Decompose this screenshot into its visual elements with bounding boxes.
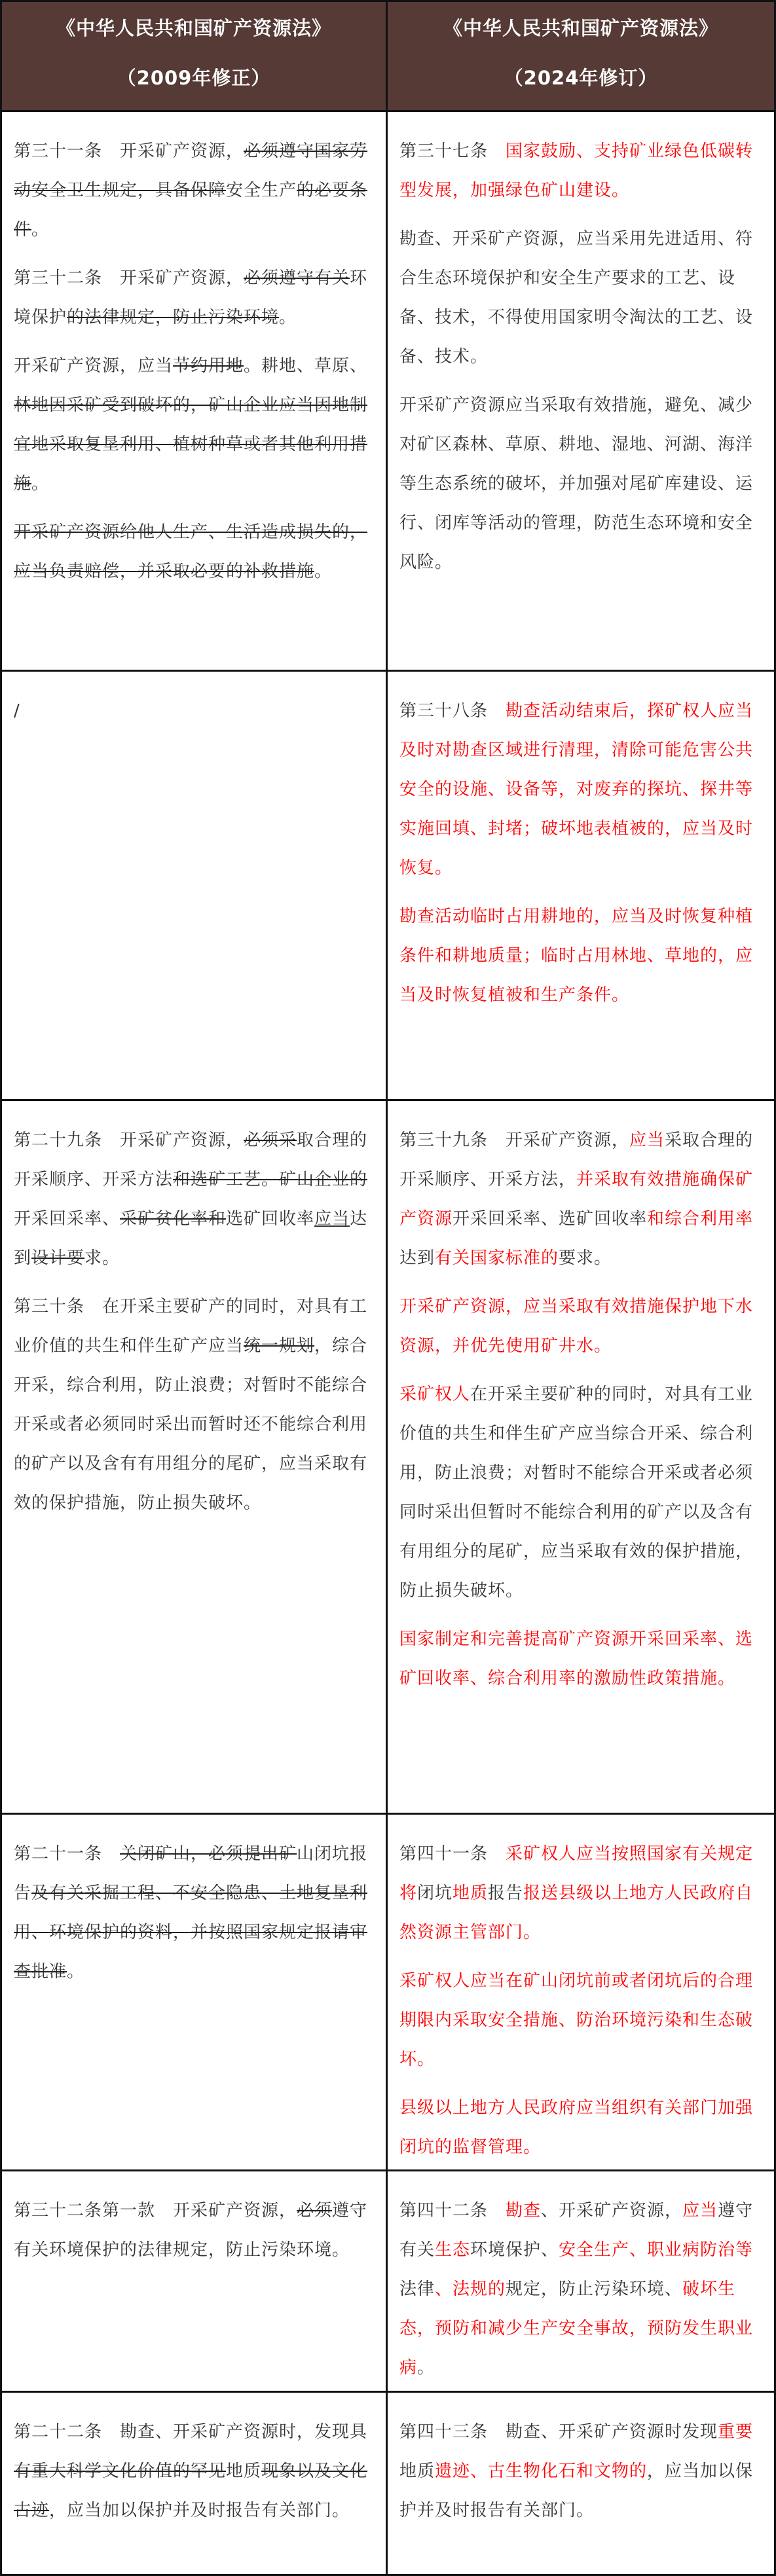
deleted-text: 必须 xyxy=(297,2201,333,2221)
header-2024-title: 《中华人民共和国矿产资源法》 xyxy=(443,17,718,39)
text-run: / xyxy=(14,701,20,721)
text-run: 采取合理的开采顺序、开采方法， xyxy=(399,1131,754,1189)
added-text: 应当 xyxy=(682,2201,718,2221)
text-run: 勘查、开采矿产资源，应当采用先进适用、符合生态环境保护和安全生产要求的工艺、设备、技术，不得使用国家明令淘汰的工艺、设备、技术。 xyxy=(399,229,754,367)
text-run: 。耕地、草原、 xyxy=(244,356,368,376)
article-paragraph xyxy=(14,2412,374,2530)
table-row xyxy=(2,110,774,670)
text-run: 达到 xyxy=(399,1248,435,1268)
text-run: 法律 xyxy=(399,2279,435,2299)
added-text: 国家制定和完善提高矿产资源开采回采率、选矿回收率、综合利用率的激励性政策措施。 xyxy=(399,1629,754,1688)
text-run: 第四十三条 勘查、开采矿产资源时发现 xyxy=(399,2422,718,2442)
cell-2009 xyxy=(2,672,388,1099)
cell-2009 xyxy=(2,2393,388,2574)
added-text: 有关国家标准的 xyxy=(435,1248,559,1268)
text-run: 达到 xyxy=(14,1209,368,1268)
deleted-text: 关闭矿山，必须提出矿 xyxy=(120,1844,297,1864)
header-2009 xyxy=(2,2,388,110)
deleted-text: 现象以及文化古迹 xyxy=(14,2461,368,2520)
article-paragraph xyxy=(399,2412,762,2530)
text-run: 、开采矿产资源， xyxy=(541,2201,683,2221)
text-run: 地质 xyxy=(399,2461,435,2481)
article-paragraph xyxy=(399,219,762,376)
text-run: 第三十一条 开采矿产资源， xyxy=(14,141,244,161)
article-paragraph xyxy=(399,2191,762,2387)
article-paragraph xyxy=(399,1375,762,1610)
added-text: 应当 xyxy=(629,1131,665,1150)
article-paragraph xyxy=(14,513,374,591)
added-text: 、法规的 xyxy=(435,2279,506,2299)
cell-2024 xyxy=(388,1101,774,1813)
text-run: 。 xyxy=(31,474,50,494)
text-run: 第四十一条 xyxy=(399,1844,506,1864)
article-paragraph xyxy=(14,1834,374,1991)
cell-2024 xyxy=(388,112,774,670)
added-text: 采矿权人 xyxy=(399,1385,471,1404)
text-run: 第三十八条 xyxy=(399,701,506,721)
table-row xyxy=(2,670,774,1099)
article-paragraph xyxy=(14,132,374,249)
added-text: 采矿权人应当按照国家有关规定将 xyxy=(399,1844,754,1903)
article-paragraph xyxy=(14,691,374,731)
deleted-text: 必须采 xyxy=(244,1131,297,1150)
deleted-text: 的必要条件 xyxy=(14,181,368,240)
added-text: 报送县级以上地方人民政府自然资源主管部门。 xyxy=(399,1883,754,1942)
added-text: 地质 xyxy=(453,1883,489,1903)
added-text: 采矿权人应当在矿山闭坑前或者闭坑后的合理期限内采取安全措施、防治环境污染和生态破坏。 xyxy=(399,1971,754,2069)
text-run: 。 xyxy=(31,220,50,240)
added-text: 勘查 xyxy=(506,2201,542,2221)
article-paragraph xyxy=(399,1961,762,2079)
deleted-text: 和选矿工艺。矿山企业的 xyxy=(173,1170,368,1189)
added-text: 重要 xyxy=(718,2422,754,2442)
table-row xyxy=(2,2169,774,2391)
text-run: 第三十二条第一款 开采矿产资源， xyxy=(14,2201,297,2221)
article-paragraph xyxy=(14,346,374,503)
article-paragraph xyxy=(399,386,762,582)
article-paragraph xyxy=(399,897,762,1015)
text-run: ，综合开采，综合利用，防止浪费；对暂时不能综合开采或者必须同时采出而暂时还不能综合利用的矿产以及含有有用组分的尾矿，应当采取有效的保护措施，防止损失破坏。 xyxy=(14,1336,368,1513)
text-run: 第四十二条 xyxy=(399,2201,506,2221)
text-run: 求。 xyxy=(84,1248,120,1268)
added-text: 国家鼓励、支持矿业绿色低碳转型发展，加强绿色矿山建设。 xyxy=(399,141,754,200)
text-run: 要求。 xyxy=(559,1248,612,1268)
table-row xyxy=(2,2391,774,2574)
text-run: 第三十条 在开采主要矿产的同时，对具有工业价值的共生和伴生矿产应当 xyxy=(14,1297,368,1356)
added-text: 开采矿产资源，应当采取有效措施保护地下水资源，并优先使用矿井水。 xyxy=(399,1297,754,1356)
cell-2009 xyxy=(2,112,388,670)
deleted-text: 采矿贫化率和 xyxy=(120,1209,227,1229)
text-run: 环境保护 xyxy=(14,268,368,327)
underlined-text: 应当 xyxy=(314,1209,350,1229)
article-paragraph xyxy=(399,132,762,210)
text-run: 取合理的开采顺序、开采方法 xyxy=(14,1131,368,1189)
text-run: 闭坑 xyxy=(417,1883,453,1903)
header-2024 xyxy=(388,2,774,110)
text-run: 第二十二条 勘查、开采矿产资源时，发现具 xyxy=(14,2422,368,2442)
text-run: 。 xyxy=(67,1962,85,1982)
article-paragraph xyxy=(399,1287,762,1366)
text-run: 选矿回收率 xyxy=(226,1209,315,1229)
added-text: 破坏生态，预防和减少生产安全事故，预防发生职业病 xyxy=(399,2279,754,2378)
cell-2024 xyxy=(388,1815,774,2169)
text-run: 环境保护、 xyxy=(470,2240,559,2260)
text-run: ，应当加以保护并及时报告有关部门。 xyxy=(49,2501,350,2520)
text-run: 山闭坑报告 xyxy=(14,1844,368,1903)
text-run: 遵守有关 xyxy=(399,2201,754,2260)
added-text: 遗迹、古生物化石和文物的 xyxy=(435,2461,648,2481)
header-2009-title: 《中华人民共和国矿产资源法》 xyxy=(56,17,331,39)
deleted-text: 节约用地 xyxy=(173,356,244,376)
text-run: 。 xyxy=(417,2358,435,2378)
article-paragraph xyxy=(399,1834,762,1952)
added-text: 安全生产、职业病防治等 xyxy=(559,2240,754,2260)
text-run: ，应当加以保护并及时报告有关部门。 xyxy=(399,2461,754,2520)
text-run: 规定，防止污染环境、 xyxy=(506,2279,683,2299)
article-paragraph xyxy=(14,259,374,337)
deleted-text: 及有关采掘工程、不安全隐患、土地复垦利用、环境保护的资料，并按照国家规定报请审查批准 xyxy=(14,1883,368,1982)
table-row xyxy=(2,1813,774,2169)
deleted-text: 必须遵守有关 xyxy=(244,268,350,288)
cell-2024 xyxy=(388,2171,774,2391)
text-run: 第三十七条 xyxy=(399,141,506,161)
deleted-text: 必须遵守国家劳动安全卫生规定，具备保障 xyxy=(14,141,368,200)
cell-2009 xyxy=(2,1101,388,1813)
text-run: 开采矿产资源应当采取有效措施，避免、减少对矿区森林、草原、耕地、湿地、河湖、海洋等生态系统的破坏，并加强对尾矿库建设、运行、闭库等活动的管理，防范生态环境和安全风险。 xyxy=(399,395,754,572)
table-row xyxy=(2,1099,774,1813)
text-run: 。 xyxy=(314,562,333,581)
text-run: 在开采主要矿种的同时，对具有工业价值的共生和伴生矿产应当综合开采、综合利用，防止浪费；对暂时不能综合开采或者必须同时采出但暂时不能综合利用的矿产以及含有有用组分的尾矿，应当采取有效的保护措施，防止损失破坏。 xyxy=(399,1385,754,1601)
article-paragraph xyxy=(399,691,762,888)
deleted-text: 开采矿产资源给他人生产、生活造成损失的，应当负责赔偿，并采取必要的补救措施 xyxy=(14,522,368,581)
text-run: 地质 xyxy=(226,2461,262,2481)
article-paragraph xyxy=(399,1620,762,1698)
cell-2024 xyxy=(388,2393,774,2574)
added-text: 勘查活动结束后，探矿权人应当及时对勘查区域进行清理，清除可能危害公共安全的设施、设备等，对废弃的探坑、探井等实施回填、封堵；破坏地表植被的，应当及时恢复。 xyxy=(399,701,754,878)
article-paragraph xyxy=(399,2088,762,2167)
added-text: 并采取有效措施确保矿产资源 xyxy=(399,1170,754,1229)
text-run: 开采回采率、选矿回收率 xyxy=(453,1209,648,1229)
added-text: 勘查活动临时占用耕地的，应当及时恢复种植条件和耕地质量；临时占用林地、草地的，应当及时恢复植被和生产条件。 xyxy=(399,907,754,1005)
article-paragraph xyxy=(14,2191,374,2270)
deleted-text: 统一规划 xyxy=(244,1336,315,1356)
article-paragraph xyxy=(14,1121,374,1278)
text-run: 安全生产 xyxy=(226,181,297,200)
text-run: 遵守有关环境保护的法律规定，防止污染环境。 xyxy=(14,2201,368,2260)
cell-2009 xyxy=(2,2171,388,2391)
text-run: 第二十一条 xyxy=(14,1844,120,1864)
deleted-text: 的法律规定，防止污染环境 xyxy=(67,308,280,327)
text-run: 第三十九条 开采矿产资源， xyxy=(399,1131,630,1150)
text-run: 开采回采率、 xyxy=(14,1209,120,1229)
text-run: 报告 xyxy=(488,1883,524,1903)
header-2009-subtitle: （2009年修正） xyxy=(117,67,271,89)
deleted-text: 有重大科学文化价值的罕见 xyxy=(14,2461,227,2481)
text-run: 。 xyxy=(279,308,297,327)
added-text: 和综合利用率 xyxy=(647,1209,754,1229)
header-2024-subtitle: （2024年修订） xyxy=(504,67,658,89)
deleted-text: 设计要 xyxy=(31,1248,85,1268)
cell-2009 xyxy=(2,1815,388,2169)
text-run: 开采矿产资源，应当 xyxy=(14,356,174,376)
article-paragraph xyxy=(14,1287,374,1523)
article-paragraph xyxy=(399,1121,762,1278)
added-text: 县级以上地方人民政府应当组织有关部门加强闭坑的监督管理。 xyxy=(399,2098,754,2157)
table-header xyxy=(2,2,774,110)
deleted-text: 林地因采矿受到破坏的，矿山企业应当因地制宜地采取复垦利用、植树种草或者其他利用措施 xyxy=(14,395,368,494)
text-run: 第三十二条 开采矿产资源， xyxy=(14,268,244,288)
added-text: 生态 xyxy=(435,2240,471,2260)
cell-2024 xyxy=(388,672,774,1099)
text-run: 第二十九条 开采矿产资源， xyxy=(14,1131,244,1150)
